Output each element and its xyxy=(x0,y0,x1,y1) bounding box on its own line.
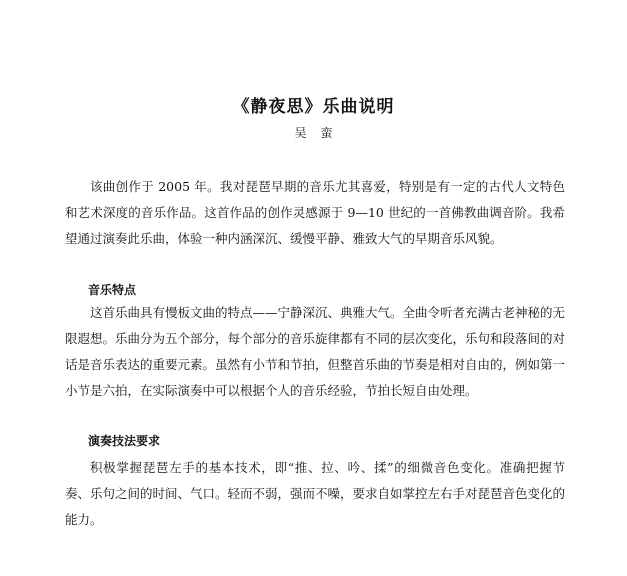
document-title: 《静夜思》乐曲说明 xyxy=(232,97,395,117)
document-author: 吴蛮 xyxy=(294,126,347,140)
section-heading-music-features: 音乐特点 xyxy=(88,283,137,297)
technique-paragraph: 积极掌握琵琶左手的基本技术，即“推、拉、吟、揉”的细微音色变化。准确把握节奏、乐句之间的时间、气口。轻而不弱，强而不噪，要求自如掌控左右手对琵琶音色变化的能力。 xyxy=(65,460,566,527)
intro-paragraph: 该曲创作于 2005 年。我对琵琶早期的音乐尤其喜爱，特别是有一定的古代人文特色和艺术深度的音乐作品。这首作品的创作灵感源于 9—10 世纪的一首佛教曲调音阶。我希望通过演奏此乐曲，体验一种内涵深沉、缓慢平静、雅致大气的早期音乐风貌。 xyxy=(65,179,565,246)
section-heading-technique: 演奏技法要求 xyxy=(88,434,161,448)
music-features-paragraph: 这首乐曲具有慢板文曲的特点——宁静深沉、典雅大气。全曲令听者充满古老神秘的无限遐想。乐曲分为五个部分，每个部分的音乐旋律都有不同的层次变化，乐句和段落间的对话是音乐表达的重要元素。虽然有小节和节拍，但整首乐曲的节奏是相对自由的，例如第一小节是六拍，在实际演奏中可以根据个人的音乐经验，节拍长短自由处理。 xyxy=(65,305,566,398)
